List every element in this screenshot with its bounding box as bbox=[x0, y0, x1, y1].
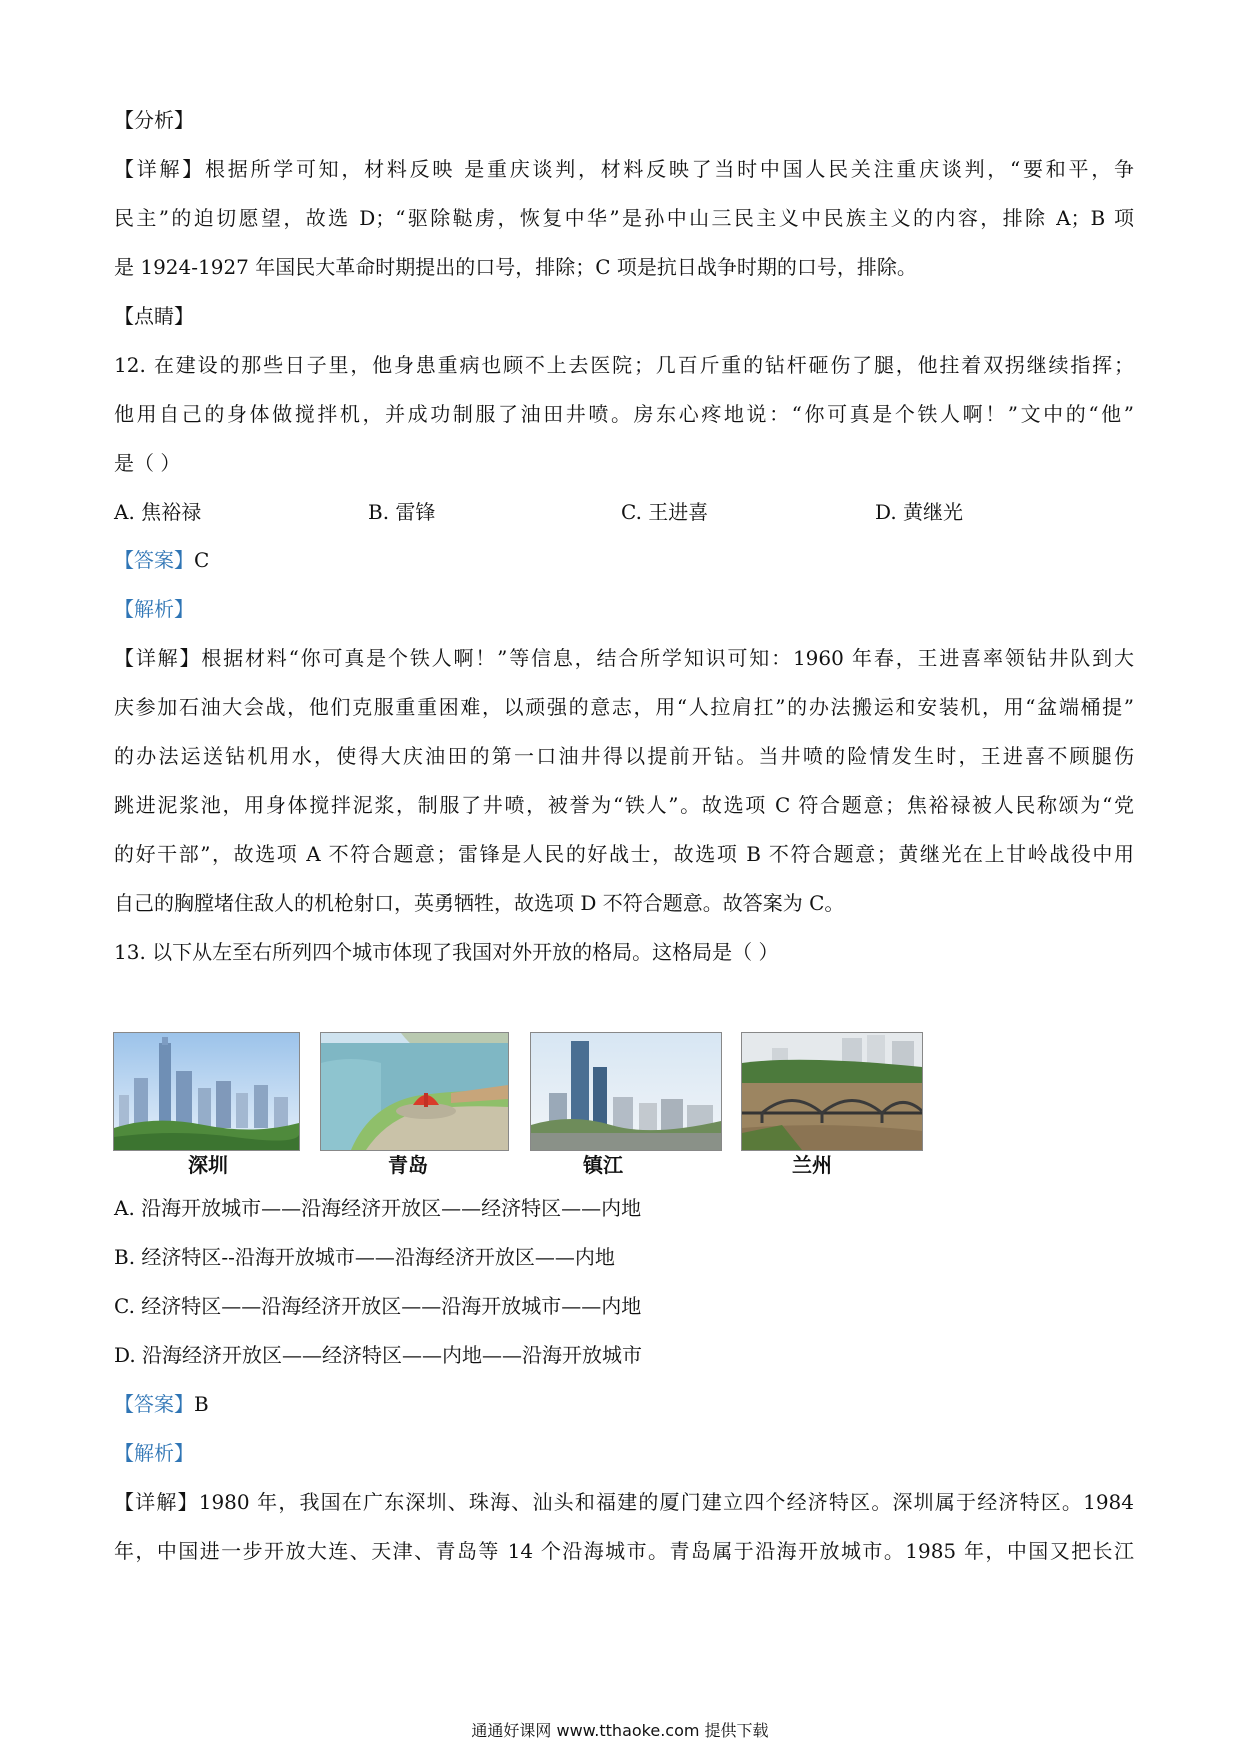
q13-option-b: B. 经济特区--沿海开放城市——沿海经济开放区——内地 bbox=[114, 1245, 615, 1269]
analysis-heading: 【分析】 bbox=[114, 108, 194, 132]
detail-line: 跳进泥浆池，用身体搅拌泥浆，制服了井喷，被誉为“铁人”。故选项 C 符合题意；焦裕禄被人民称颂为“党 bbox=[114, 793, 1134, 817]
zhenjiang-photo bbox=[530, 1032, 722, 1151]
q13-option-d: D. 沿海经济开放区——经济特区——内地——沿海开放城市 bbox=[114, 1343, 643, 1367]
q12-analysis-label: 【解析】 bbox=[114, 597, 194, 621]
qingdao-photo bbox=[320, 1032, 509, 1151]
detail-line: 民主”的迫切愿望，故选 D；“驱除鞑虏，恢复中华”是孙中山三民主义中民族主义的内容，排除 A；B 项 bbox=[114, 206, 1134, 230]
q12-option-d: D. 黄继光 bbox=[875, 500, 964, 524]
detail-line: 的好干部”，故选项 A 不符合题意；雷锋是人民的好战士，故选项 B 不符合题意；黄继光在上甘岭战役中用 bbox=[114, 842, 1134, 866]
lanzhou-photo bbox=[741, 1032, 923, 1151]
question-12-stem: 他用自己的身体做搅拌机，并成功制服了油田井喷。房东心疼地说：“你可真是个铁人啊！”文中的“他” bbox=[114, 402, 1134, 426]
q12-option-b: B. 雷锋 bbox=[368, 500, 436, 524]
detail-line: 是 1924-1927 年国民大革命时期提出的口号，排除；C 项是抗日战争时期的口号，排除。 bbox=[114, 255, 917, 279]
answer-value: C bbox=[194, 548, 210, 572]
detail-line: 庆参加石油大会战，他们克服重重困难，以顽强的意志，用“人拉肩扛”的办法搬运和安装机，用“盆端桶提” bbox=[114, 695, 1134, 719]
detail-line: 【详解】1980 年，我国在广东深圳、珠海、汕头和福建的厦门建立四个经济特区。深圳属于经济特区。1984 bbox=[114, 1490, 1134, 1514]
detail-line: 【详解】根据所学可知，材料反映 是重庆谈判，材料反映了当时中国人民关注重庆谈判，“要和平，争 bbox=[114, 157, 1134, 181]
photo-caption-shenzhen: 深圳 bbox=[188, 1153, 228, 1177]
detail-line: 自己的胸膛堵住敌人的机枪射口，英勇牺牲，故选项 D 不符合题意。故答案为 C。 bbox=[114, 891, 845, 915]
photo-caption-lanzhou: 兰州 bbox=[792, 1153, 832, 1177]
question-12-stem: 是（ ） bbox=[114, 451, 181, 475]
q12-option-c: C. 王进喜 bbox=[621, 500, 709, 524]
answer-label: 【答案】 bbox=[114, 548, 194, 572]
question-13-stem: 13. 以下从左至右所列四个城市体现了我国对外开放的格局。这格局是（ ） bbox=[114, 940, 779, 964]
page-footer: 通通好课网 www.tthaoke.com 提供下载 bbox=[471, 1721, 769, 1740]
detail-line: 【详解】根据材料“你可真是个铁人啊！”等信息，结合所学知识可知：1960 年春，王进喜率领钻井队到大 bbox=[114, 646, 1134, 670]
answer-label: 【答案】 bbox=[114, 1392, 194, 1416]
q13-option-a: A. 沿海开放城市——沿海经济开放区——经济特区——内地 bbox=[114, 1196, 642, 1220]
q13-answer bbox=[114, 1390, 1134, 1418]
q12-answer bbox=[114, 546, 1134, 574]
shenzhen-photo bbox=[113, 1032, 300, 1151]
q13-analysis-label: 【解析】 bbox=[114, 1441, 194, 1465]
answer-value: B bbox=[194, 1392, 209, 1416]
photo-caption-zhenjiang: 镇江 bbox=[583, 1153, 623, 1177]
q13-option-c: C. 经济特区——沿海经济开放区——沿海开放城市——内地 bbox=[114, 1294, 642, 1318]
detail-line: 的办法运送钻机用水，使得大庆油田的第一口油井得以提前开钻。当井喷的险情发生时，王进喜不顾腿伤 bbox=[114, 744, 1134, 768]
pointer-heading: 【点睛】 bbox=[114, 304, 194, 328]
detail-line: 年，中国进一步开放大连、天津、青岛等 14 个沿海城市。青岛属于沿海开放城市。1985 年，中国又把长江 bbox=[114, 1539, 1134, 1563]
q12-option-a: A. 焦裕禄 bbox=[114, 500, 202, 524]
question-12-stem: 12. 在建设的那些日子里，他身患重病也顾不上去医院；几百斤重的钻杆砸伤了腿，他拄着双拐继续指挥； bbox=[114, 353, 1134, 377]
photo-caption-qingdao: 青岛 bbox=[388, 1153, 428, 1177]
